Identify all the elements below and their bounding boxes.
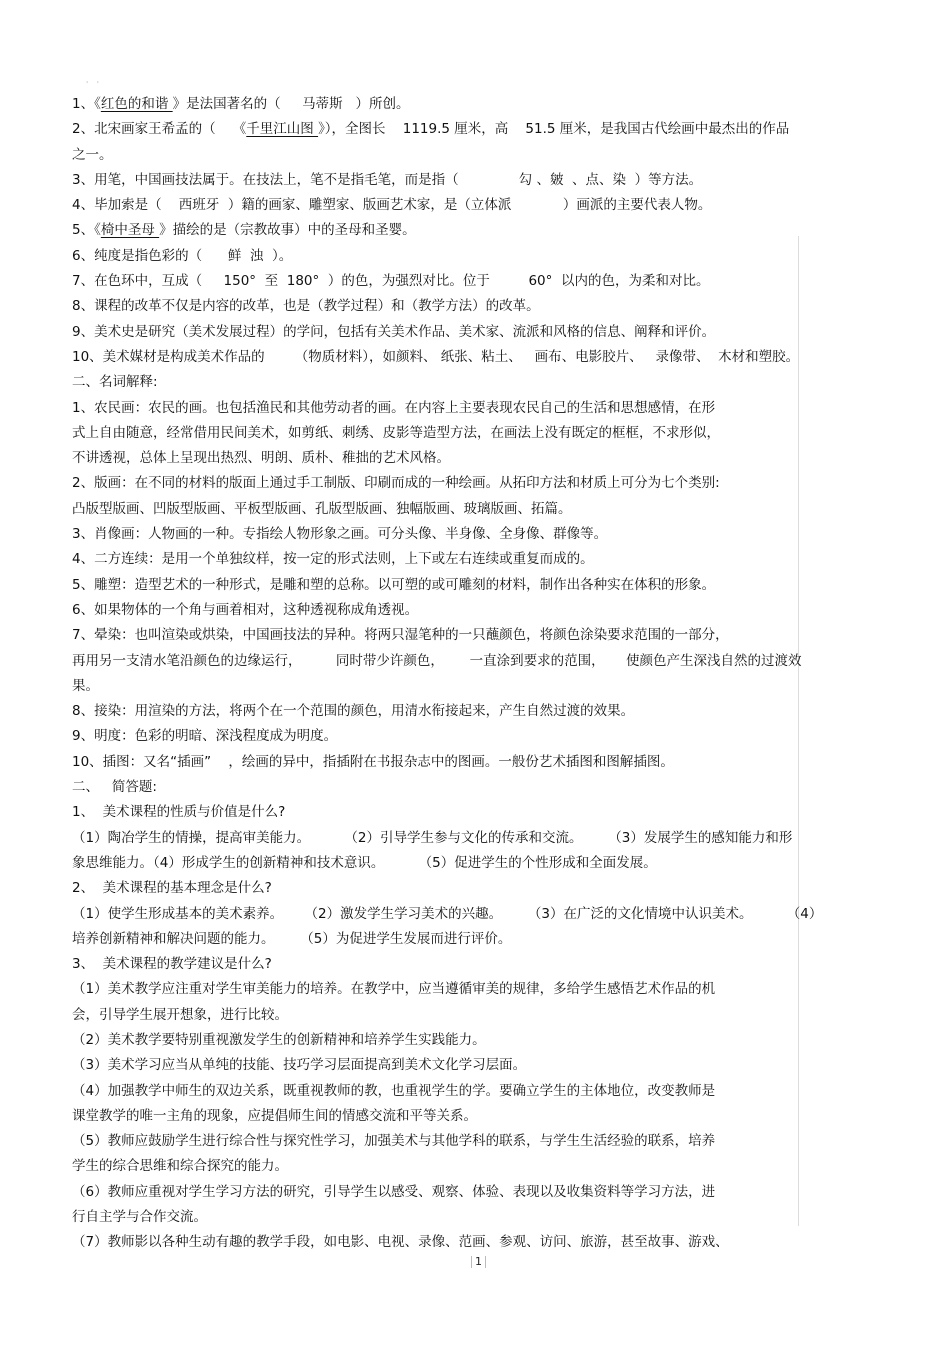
text-line <box>72 244 872 269</box>
text-segment: 6、纯度是指色彩的（ 鲜 浊 ）。 <box>72 247 293 264</box>
text-line <box>72 218 872 243</box>
text-segment: 式上自由随意，经常借用民间美术，如剪纸、刺绣、皮影等造型方法，在画法上没有既定的框框，不求形似， <box>72 424 720 441</box>
text-segment: 》），全图长 1119.5 厘米，高 51.5 厘米，是我国古代绘画中最杰出的作品 <box>318 121 790 138</box>
text-line <box>72 446 872 471</box>
text-line <box>72 117 872 142</box>
document-body <box>72 92 872 1256</box>
text-line <box>72 800 872 825</box>
text-segment: 3、肖像画：人物画的一种。专指绘人物形象之画。可分头像、半身像、全身像、群像等。 <box>72 526 608 543</box>
text-segment: 二、 简答题: <box>72 779 157 796</box>
text-segment: （7）教师影以各种生动有趣的教学手段，如电影、电视、录像、范画、参观、访问、旅游，甚至故事、游戏、 <box>72 1234 729 1251</box>
text-line <box>72 269 872 294</box>
text-segment: （6）教师应重视对学生学习方法的研究，引导学生以感受、观察、体验、表现以及收集资料等学习方法，进 <box>72 1183 716 1200</box>
text-segment: 10、美术媒材是构成美术作品的 （物质材料），如颜料、 纸张、粘土、 画布、电影胶片、 录像带、 木材和塑胶。 <box>72 348 800 365</box>
text-line <box>72 1205 872 1230</box>
text-segment: 9、明度：色彩的明暗、深浅程度成为明度。 <box>72 728 338 745</box>
text-segment: 7、晕染：也叫渲染或烘染，中国画技法的异种。将两只湿笔种的一只蘸颜色，将颜色涂染要求范围的一部分， <box>72 627 729 644</box>
underlined-title: 红色的和谐 <box>100 96 173 112</box>
text-line <box>72 421 872 446</box>
text-segment: （4）加强教学中师生的双边关系，既重视教师的教，也重视学生的学。要确立学生的主体地位，改变教师是 <box>72 1082 716 1099</box>
text-segment: 6、如果物体的一个角与画着相对，这种透视称成角透视。 <box>72 601 419 618</box>
text-segment: 象思维能力。（4）形成学生的创新精神和技术意识。 （5）促进学生的个性形成和全面发展。 <box>72 854 657 871</box>
text-segment: 学生的综合思维和综合探究的能力。 <box>72 1158 288 1175</box>
text-segment: 1、 美术课程的性质与价值是什么? <box>72 804 286 821</box>
text-line <box>72 573 872 598</box>
text-line <box>72 1104 872 1129</box>
text-line <box>72 92 872 117</box>
text-line <box>72 1230 872 1255</box>
text-segment: 二、名词解释: <box>72 374 158 391</box>
text-segment: 行自主学与合作交流。 <box>72 1209 207 1226</box>
text-line <box>72 320 872 345</box>
text-segment: 凸版型版画、凹版型版画、平板型版画、孔版型版画、独幅版画、玻璃版画、拓篇。 <box>72 500 572 517</box>
text-line <box>72 1079 872 1104</box>
text-line <box>72 1003 872 1028</box>
corner-marks: ' ' <box>86 80 102 89</box>
text-line <box>72 977 872 1002</box>
page-number <box>468 1255 489 1268</box>
text-segment: 培养创新精神和解决问题的能力。 （5）为促进学生发展而进行评价。 <box>72 930 512 947</box>
text-line <box>72 143 872 168</box>
text-segment: 10、插图：又名“插画” ，绘画的异中，指插附在书报杂志中的图画。一般份艺术插图和图解插图。 <box>72 753 674 770</box>
text-segment: 》描绘的是（宗教故事）中的圣母和圣婴。 <box>159 222 416 239</box>
text-line <box>72 927 872 952</box>
text-segment: 1、农民画：农民的画。也包括渔民和其他劳动者的画。在内容上主要表现农民自己的生活和思想感情，在形 <box>72 399 716 416</box>
text-line <box>72 623 872 648</box>
text-line <box>72 699 872 724</box>
text-segment: 4、二方连续：是用一个单独纹样，按一定的形式法则，上下或左右连续或重复而成的。 <box>72 551 594 568</box>
text-segment: 2、 美术课程的基本理念是什么? <box>72 880 272 897</box>
text-segment: 果。 <box>72 677 99 694</box>
text-segment: （3）美术学习应当从单纯的技能、技巧学习层面提高到美术文化学习层面。 <box>72 1057 527 1074</box>
text-line <box>72 1028 872 1053</box>
text-line <box>72 1053 872 1078</box>
text-segment: （1）使学生形成基本的美术素养。 （2）激发学生学习美术的兴趣。 （3）在广泛的文化情境中认识美术。 （4） <box>72 905 823 922</box>
text-line <box>72 750 872 775</box>
text-line <box>72 826 872 851</box>
text-segment: 7、在色环中，互成（ 150° 至 180° ）的色，为强烈对比。位于 60° 以内的色，为柔和对比。 <box>72 273 710 290</box>
underlined-title: 椅中圣母 <box>100 222 160 239</box>
text-line <box>72 952 872 977</box>
text-line <box>72 497 872 522</box>
text-segment: 之一。 <box>72 146 113 163</box>
text-segment: 3、 美术课程的教学建议是什么? <box>72 956 272 973</box>
text-line <box>72 598 872 623</box>
text-segment: （5）教师应鼓励学生进行综合性与探究性学习，加强美术与其他学科的联系，与学生生活经验的联系，培养 <box>72 1133 716 1150</box>
text-segment: 5、《 <box>72 222 101 239</box>
text-line <box>72 471 872 496</box>
text-line <box>72 876 872 901</box>
text-segment: 4、毕加索是（ 西班牙 ）籍的画家、雕塑家、版画艺术家，是（立体派 ）画派的主要代表人物。 <box>72 197 712 214</box>
page-number-text: 1 <box>475 1255 482 1268</box>
text-segment: 9、美术史是研究（美术发展过程）的学问，包括有关美术作品、美术家、流派和风格的信息、阐释和评价。 <box>72 323 716 340</box>
text-line <box>72 168 872 193</box>
text-line <box>72 547 872 572</box>
text-line <box>72 724 872 749</box>
text-line <box>72 902 872 927</box>
text-segment: 5、雕塑：造型艺术的一种形式，是雕和塑的总称。以可塑的或可雕刻的材料，制作出各种实在体积的形象。 <box>72 576 716 593</box>
text-segment: 3、用笔，中国画技法属于。在技法上，笔不是指毛笔，而是指（ 勾 、皴 、点、染 ）等方法。 <box>72 171 703 188</box>
text-segment: 8、接染：用渲染的方法，将两个在一个范围的颜色，用清水衔接起来，产生自然过渡的效果。 <box>72 703 635 720</box>
text-line <box>72 1129 872 1154</box>
text-segment: （1）陶冶学生的情操，提高审美能力。 （2）引导学生参与文化的传承和交流。 （3）发展学生的感知能力和形 <box>72 829 793 846</box>
text-segment: 不讲透视，总体上呈现出热烈、明朗、质朴、稚拙的艺术风格。 <box>72 450 450 467</box>
text-segment: 》是法国著名的（ 马蒂斯 ）所创。 <box>172 96 410 112</box>
text-line <box>72 649 872 674</box>
text-line <box>72 522 872 547</box>
text-line <box>72 294 872 319</box>
text-segment: 2、北宋画家王希孟的（ 《 <box>72 121 247 138</box>
text-line <box>72 1180 872 1205</box>
text-segment: （1）美术教学应注重对学生审美能力的培养。在教学中，应当遵循审美的规律，多给学生感悟艺术作品的机 <box>72 981 716 998</box>
text-segment: 8、课程的改革不仅是内容的改革，也是（教学过程）和（教学方法）的改革。 <box>72 298 540 315</box>
text-line <box>72 674 872 699</box>
text-line <box>72 396 872 421</box>
text-segment: 2、版画：在不同的材料的版面上通过手工制版、印刷而成的一种绘画。从拓印方法和材质上可分为七个类别: <box>72 475 720 492</box>
text-line <box>72 775 872 800</box>
text-segment: 再用另一支清水笔沿颜色的边缘运行， 同时带少许颜色， 一直涂到要求的范围， 使颜色产生深浅自然的过渡效 <box>72 652 802 669</box>
text-line <box>72 851 872 876</box>
text-line <box>72 1154 872 1179</box>
text-line <box>72 370 872 395</box>
text-line <box>72 345 872 370</box>
text-segment: 1、《 <box>72 96 101 112</box>
underlined-title: 千里江山图 <box>246 121 319 138</box>
text-line <box>72 193 872 218</box>
text-segment: 课堂教学的唯一主角的现象，应提倡师生间的情感交流和平等关系。 <box>72 1107 477 1124</box>
text-segment: 会，引导学生展开想象，进行比较。 <box>72 1006 288 1023</box>
text-segment: （2）美术教学要特别重视激发学生的创新精神和培养学生实践能力。 <box>72 1031 486 1048</box>
